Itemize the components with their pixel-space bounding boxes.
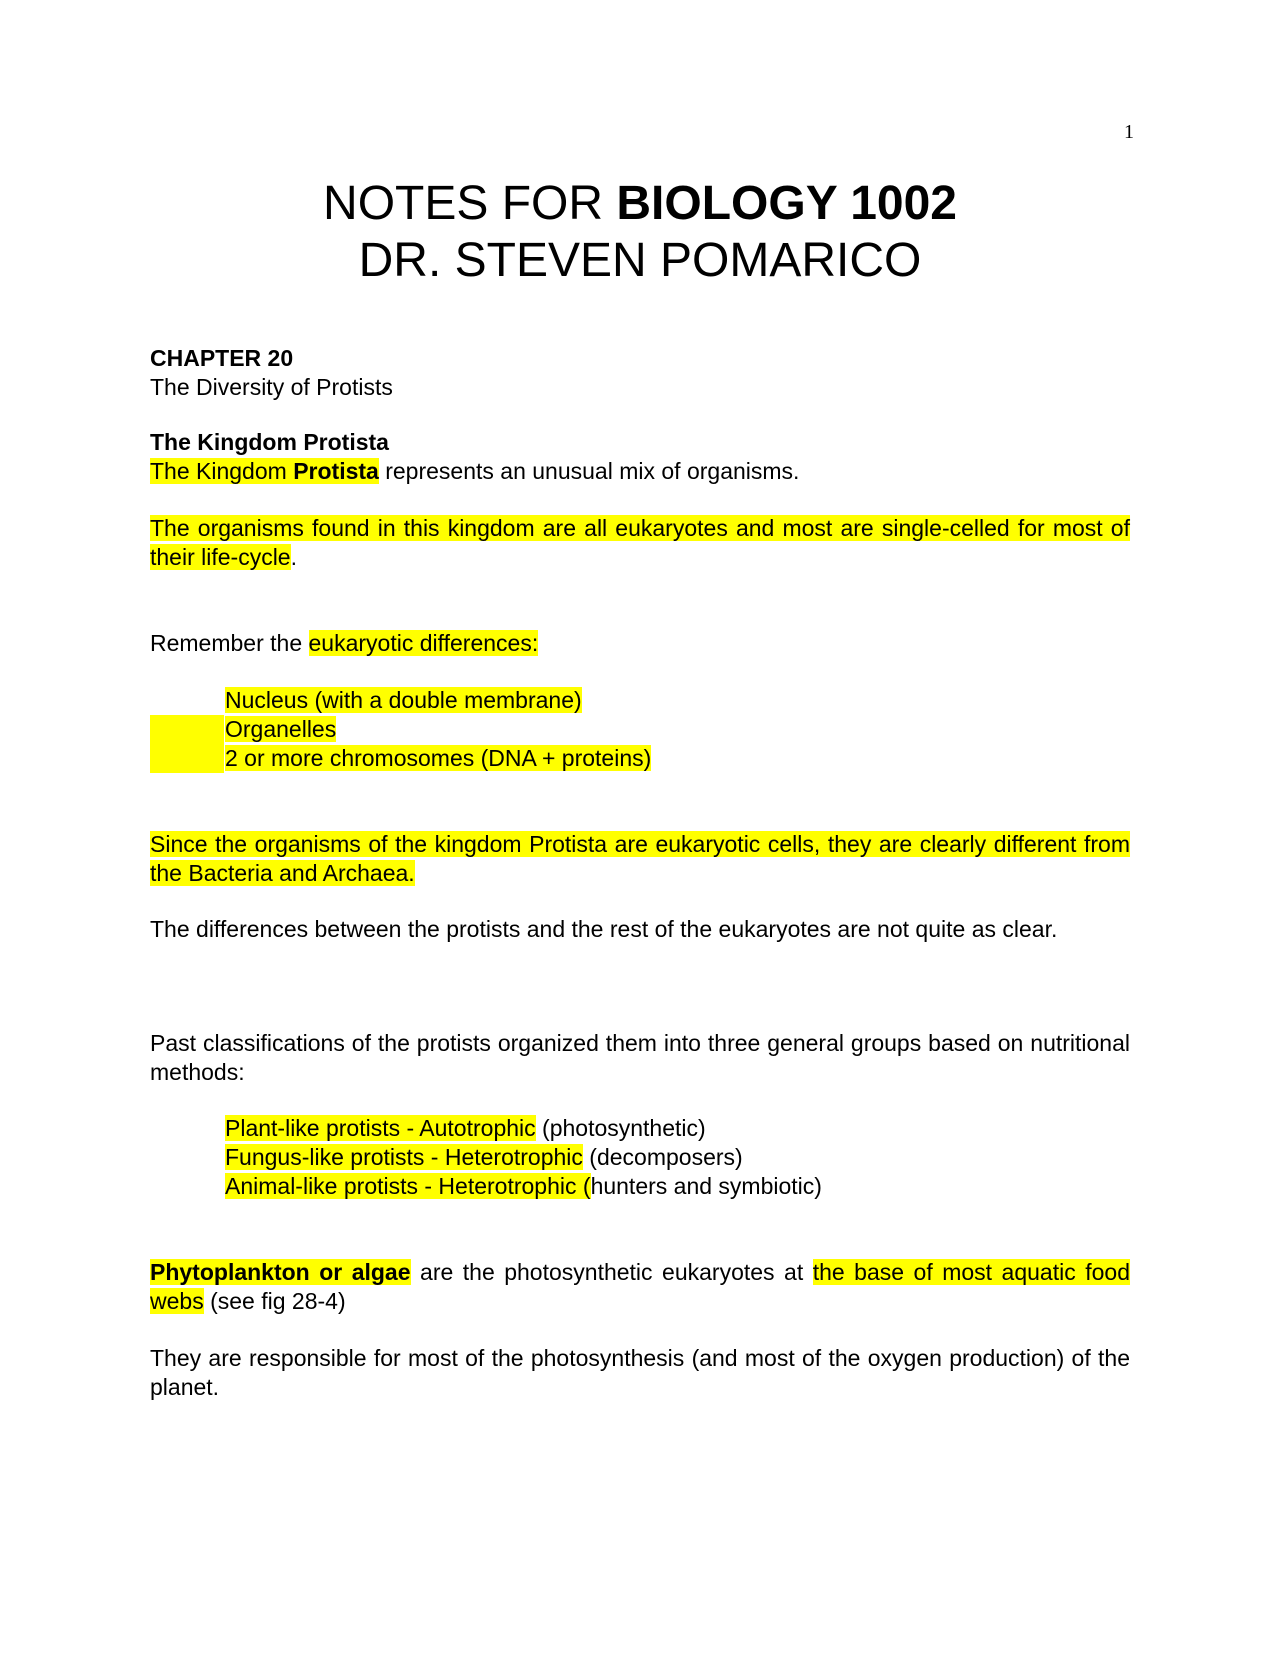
highlight-margin-block [150,715,224,773]
paragraph-remember: Remember the eukaryotic differences: [150,630,539,656]
paragraph-differences: The differences between the protists and the rest of the eukaryotes are not quite as clear. [150,916,1058,942]
paragraph-past-classifications: Past classifications of the protists organized them into three general groups based on nutritional methods: [150,1030,1130,1085]
paragraph-since: Since the organisms of the kingdom Protista are eukaryotic cells, they are clearly different from the Bacteria and Archaea. [150,831,1130,886]
chapter-heading: CHAPTER 20 [150,345,294,371]
document-title-line2: DR. STEVEN POMARICO [358,234,922,287]
paragraph-photosynthesis: They are responsible for most of the photosynthesis (and most of the oxygen production) of the planet. [150,1345,1130,1400]
list-item-chromosomes: 2 or more chromosomes (DNA + proteins) [225,745,652,771]
page-number: 1 [1124,121,1134,143]
course-number: BIOLOGY 1002 [616,177,957,230]
document-title-line1: NOTES FOR BIOLOGY 1002 [323,177,957,230]
list-item-plant-like: Plant-like protists - Autotrophic (photosynthetic) [225,1115,706,1141]
list-item-nucleus: Nucleus (with a double membrane) [225,687,582,713]
list-item-organelles: Organelles [225,716,337,742]
chapter-subtitle: The Diversity of Protists [150,374,393,400]
list-item-animal-like: Animal-like protists - Heterotrophic (hunters and symbiotic) [225,1173,822,1199]
paragraph-kingdom-intro: The Kingdom Protista represents an unusual mix of organisms. [150,458,800,484]
paragraph-phytoplankton: Phytoplankton or algae are the photosynthetic eukaryotes at the base of most aquatic food webs (see fig 28-4) [150,1259,1130,1314]
list-item-fungus-like: Fungus-like protists - Heterotrophic (decomposers) [225,1144,743,1170]
section-heading: The Kingdom Protista [150,429,389,455]
paragraph-eukaryotes: The organisms found in this kingdom are all eukaryotes and most are single-celled for most of their life-cycle. [150,515,1130,570]
